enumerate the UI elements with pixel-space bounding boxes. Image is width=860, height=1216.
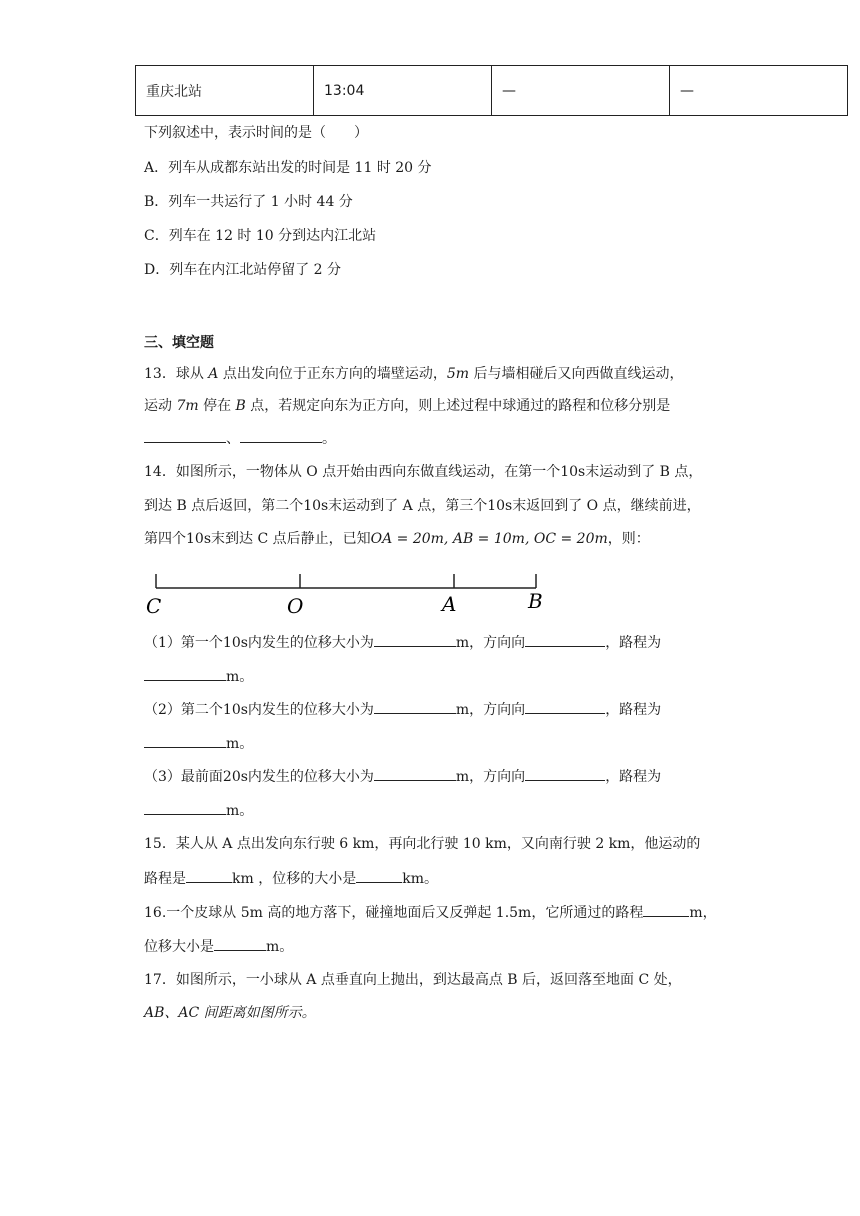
question-14-line-3: 第四个10s末到达 C 点后静止，已知OA = 20m, AB = 10m, OC = 20m，则： xyxy=(144,531,650,547)
question-13-line-1: 13．球从 A 点出发向位于正东方向的墙壁运动，5m 后与墙相碰后又向西做直线运动， xyxy=(144,366,684,382)
answer-blank[interactable] xyxy=(374,699,456,714)
answer-blank[interactable] xyxy=(374,632,456,647)
sub-question-3-line-1: （3）最前面20s内发生的位移大小为 m，方向向 ，路程为 xyxy=(144,766,661,787)
label-c: C xyxy=(146,594,162,618)
answer-blank[interactable] xyxy=(144,800,226,815)
option-a: A．列车从成都东站出发的时间是 11 时 20 分 xyxy=(144,160,432,176)
table-cell-dash: — xyxy=(670,66,848,116)
sub-question-1-line-1: （1）第一个10s内发生的位移大小为 m，方向向 ，路程为 xyxy=(144,632,661,653)
table-row xyxy=(136,66,848,116)
table-cell-time: 13:04 xyxy=(314,66,492,116)
number-line-figure xyxy=(140,568,560,620)
option-b: B．列车一共运行了 1 小时 44 分 xyxy=(144,194,353,210)
question-15-line-2: 路程是 km ，位移的大小是 km。 xyxy=(144,868,438,889)
answer-blank[interactable] xyxy=(643,902,689,917)
answer-blank[interactable] xyxy=(214,936,266,951)
answer-blank[interactable] xyxy=(240,428,322,443)
question-15-line-1: 15．某人从 A 点出发向东行驶 6 km，再向北行驶 10 km，又向南行驶 2 km，他运动的 xyxy=(144,836,701,852)
sub-question-2-line-2: m。 xyxy=(144,733,253,754)
question-12-stem: 下列叙述中，表示时间的是（ ） xyxy=(144,125,368,141)
answer-blank[interactable] xyxy=(356,868,402,883)
answer-blank[interactable] xyxy=(525,632,605,647)
question-17-line-2: AB、AC 间距离如图所示。 xyxy=(144,1005,316,1021)
question-14-line-2: 到达 B 点后返回，第二个10s末运动到了 A 点，第三个10s末返回到了 O 点，继续前进， xyxy=(144,498,701,514)
answer-blank[interactable] xyxy=(525,699,605,714)
question-13-line-2: 运动 7m 停在 B 点，若规定向东为正方向，则上述过程中球通过的路程和位移分别是 xyxy=(144,398,671,414)
option-c: C．列车在 12 时 10 分到达内江北站 xyxy=(144,228,377,244)
question-16-line-1: 16.一个皮球从 5m 高的地方落下，碰撞地面后又反弹起 1.5m，它所通过的路程 m， xyxy=(144,902,717,923)
answer-blank[interactable] xyxy=(144,733,226,748)
question-14-line-1: 14．如图所示，一物体从 O 点开始由西向东做直线运动，在第一个10s末运动到了 B 点， xyxy=(144,464,703,480)
table-cell-station: 重庆北站 xyxy=(136,66,314,116)
question-16-line-2: 位移大小是 m。 xyxy=(144,936,293,957)
answer-blank[interactable] xyxy=(525,766,605,781)
section-heading: 三、填空题 xyxy=(144,335,214,351)
label-o: O xyxy=(287,594,304,618)
question-17-line-1: 17．如图所示，一小球从 A 点垂直向上抛出，到达最高点 B 后，返回落至地面 C 处， xyxy=(144,972,682,988)
sub-question-1-line-2: m。 xyxy=(144,666,253,687)
timetable xyxy=(135,65,848,116)
sub-question-3-line-2: m。 xyxy=(144,800,253,821)
option-d: D．列车在内江北站停留了 2 分 xyxy=(144,262,342,278)
sub-question-2-line-1: （2）第二个10s内发生的位移大小为 m，方向向 ，路程为 xyxy=(144,699,661,720)
answer-blank[interactable] xyxy=(144,666,226,681)
label-a: A xyxy=(442,592,457,616)
question-13-answer-line: 、 。 xyxy=(144,428,336,449)
answer-blank[interactable] xyxy=(186,868,232,883)
answer-blank[interactable] xyxy=(374,766,456,781)
table-cell-dash: — xyxy=(492,66,670,116)
label-b: B xyxy=(528,589,543,613)
answer-blank[interactable] xyxy=(144,428,226,443)
